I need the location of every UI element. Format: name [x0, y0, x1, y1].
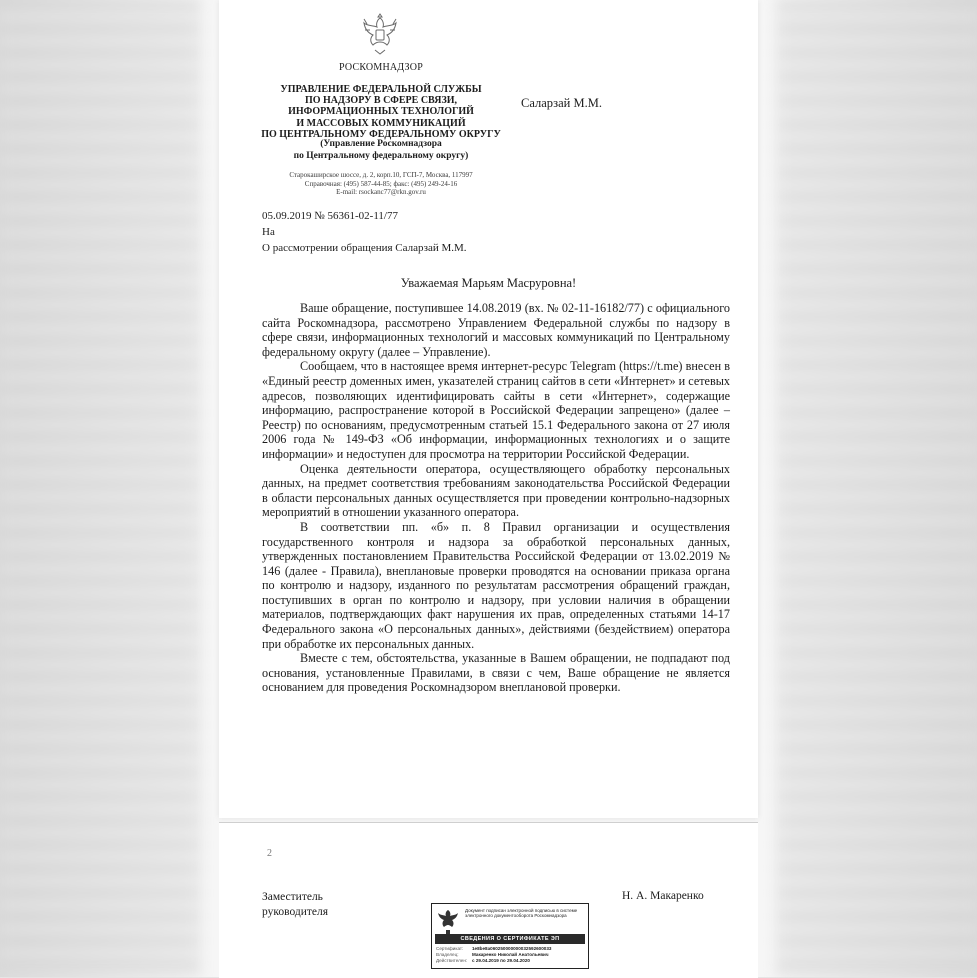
e-signature-stamp	[431, 903, 589, 969]
coat-of-arms-icon	[361, 10, 399, 56]
stamp-row-value: с 29.04.2019 по 29.04.2020	[472, 958, 530, 964]
stamp-row	[436, 958, 586, 964]
signatory-role-line: руководителя	[262, 906, 329, 918]
stamp-row-key: Действителен:	[436, 958, 468, 964]
agency-full-line: ПО ЦЕНТРАЛЬНОМУ ФЕДЕРАЛЬНОМУ ОКРУГУ	[261, 128, 501, 140]
blurred-background-left	[0, 0, 200, 977]
signatory-role-line: Заместитель	[262, 891, 323, 903]
body-paragraph: Оценка деятельности оператора, осуществляющего обработку персональных данных, на предмет соответствия требованиям законодательства Российской Федерации в области персональных данных осуществляется при проведении контрольно-надзорных мероприятий в отношении указанного оператора.	[262, 461, 730, 520]
registration-number: 05.09.2019 № 56361-02-11/77	[262, 210, 398, 222]
body-paragraph: В соответствии пп. «б» п. 8 Правил организации и осуществления государственного контроля и надзора за обработкой персональных данных, утвержденных постановлением Правительства Российской Федерации от 13.02.2019 № 146 (далее - Правила), внеплановые проверки проводятся на основании приказа органа по контролю и надзору, изданного по результатам рассмотрения обращений граждан, поступивших в орган по контролю и надзору, при условии наличия в обращении материалов, подтверждающих факт нарушения их прав, определенных статьями 14-17 Федерального закона «О персональных данных», действиями (бездействием) оператора при обработке их персональных данных.	[262, 519, 730, 651]
stamp-title: СВЕДЕНИЯ О СЕРТИФИКАТЕ ЭП	[435, 934, 585, 944]
agency-abbr-line: (Управление Роскомнадзора	[320, 139, 442, 149]
stamp-row-key: Владелец:	[436, 952, 459, 958]
letter-page-1	[219, 0, 758, 818]
body-paragraph: Вместе с тем, обстоятельства, указанные в Вашем обращении, не подпадают под основания, установленные Правилами, в связи с чем, Ваше обращение не является основанием для проведения Роскомнадзором внеплановой проверки.	[262, 651, 730, 695]
agency-abbr-line: по Центральному федеральному округу)	[293, 150, 469, 161]
agency-full-line: И МАССОВЫХ КОММУНИКАЦИЙ	[296, 117, 466, 129]
letter-subject: О рассмотрении обращения Саларзай М.М.	[262, 242, 467, 254]
stamp-details	[436, 946, 586, 965]
stamp-row-value: 1e8be8a060250000000032592600033	[472, 946, 552, 951]
contact-address: Старокаширское шоссе, д. 2, корп.10, ГСП-7, Москва, 117997	[289, 171, 473, 179]
salutation: Уважаемая Марьям Масруровна!	[400, 276, 577, 290]
signatory-name: Н. А. Макаренко	[622, 890, 704, 902]
signatory-role	[262, 890, 328, 920]
contact-phone: Справочная: (495) 587-44-85; факс: (495) 249-24-16	[304, 179, 458, 188]
agency-full-line: ИНФОРМАЦИОННЫХ ТЕХНОЛОГИЙ	[288, 106, 474, 118]
agency-abbreviation	[255, 139, 507, 162]
registration-reference: На	[262, 226, 275, 238]
contact-email: E-mail: rsockanc77@rkn.gov.ru	[336, 188, 426, 197]
stamp-row-key: Сертификат:	[436, 946, 464, 951]
stamp-row-value: Макаренко Николай Анатольевич	[472, 952, 549, 958]
agency-contacts	[259, 171, 503, 197]
body-paragraph: Ваше обращение, поступившее 14.08.2019 (вх. № 02-11-16182/77) с официального сайта Роскомнадзора, рассмотрено Управлением Федеральной службы по надзору в сфере связи, информационных технологий и массовых коммуникаций по Центральному федеральному округу (далее – Управление).	[262, 301, 730, 359]
agency-full-name	[255, 84, 507, 140]
page-number: 2	[267, 848, 272, 859]
agency-short-name: РОСКОМНАДЗОР	[339, 62, 423, 73]
stamp-organization: Документ подписан электронной подписью в системе электронного документооборота Роскомнадзора	[465, 908, 578, 919]
body-paragraph: Сообщаем, что в настоящее время интернет-ресурс Telegram (https://t.me) внесен в «Единый реестр доменных имен, указателей страниц сайтов в сети «Интернет» и сетевых адресов, позволяющих идентифицировать сайты в сети «Интернет», содержащие информацию, распространение которой в Российской Федерации запрещено» (далее – Реестр) по основаниям, предусмотренным статьей 15.1 Федерального закона от 27 июля 2006 года № 149-ФЗ «Об информации, информационных технологиях и о защите информации» и недоступен для просмотра на территории Российской Федерации.	[262, 359, 730, 461]
addressee: Саларзай М.М.	[521, 96, 602, 110]
agency-full-line: УПРАВЛЕНИЕ ФЕДЕРАЛЬНОЙ СЛУЖБЫ	[280, 84, 482, 95]
agency-full-line: ПО НАДЗОРУ В СФЕРЕ СВЯЗИ,	[304, 95, 458, 107]
letter-body	[262, 301, 730, 695]
blurred-background-right	[777, 0, 977, 977]
